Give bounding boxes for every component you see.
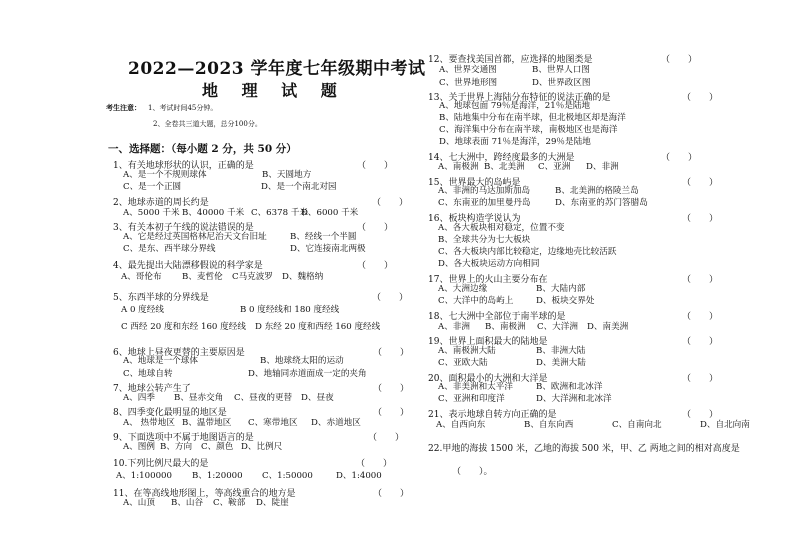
right-option-6: A、地球包面 79％是海洋，21％是陆地 xyxy=(439,101,591,111)
left-option-3: C、是一个正圆 xyxy=(123,182,182,192)
right-option-29: D、板块交界处 xyxy=(536,296,595,306)
notice-label: 考生注意： xyxy=(106,103,141,112)
right-answer-bracket-30[interactable]: （ ） xyxy=(682,312,719,322)
left-option-24: D 东经 20 度和西经 160 度经线 xyxy=(255,322,381,332)
left-option-54: D、陡崖 xyxy=(256,498,289,508)
right-question-10: 14、七大洲中，跨经度最多的大洲是 xyxy=(428,153,575,163)
left-option-47: B、1:20000 xyxy=(192,471,243,481)
left-option-7: B、40000 千米 xyxy=(182,208,245,218)
left-option-4: D、是一个南北对园 xyxy=(261,182,337,192)
left-option-26: A、地球是一个球体 xyxy=(123,356,198,366)
right-option-2: B、世界人口图 xyxy=(532,65,590,75)
right-option-8: C、海洋集中分布在南半球，南极地区也是海洋 xyxy=(439,125,618,135)
left-option-48: C、1:50000 xyxy=(262,471,313,481)
right-option-18: C、东南亚的加里曼丹岛 xyxy=(438,198,531,208)
left-option-11: A、它是经过英国格林尼治天文台旧址 xyxy=(123,232,267,242)
right-option-16: A、非洲的马达加斯加岛 xyxy=(438,186,531,196)
left-option-36: A、 热带地区 xyxy=(123,418,175,428)
right-option-3: C、世界地形图 xyxy=(439,78,498,88)
left-option-38: C、寒带地区 xyxy=(248,418,298,428)
right-option-49: D、自北向南 xyxy=(700,420,750,430)
left-question-10: 3、有关本初子午线的说法错误的是 xyxy=(113,223,254,233)
left-answer-bracket-45[interactable]: （ ） xyxy=(356,459,393,469)
right-option-28: C、大洋中的岛屿上 xyxy=(438,296,514,306)
left-option-34: D、昼夜 xyxy=(301,393,334,403)
left-option-16: A、哥伦布 xyxy=(121,272,162,282)
left-answer-bracket-15[interactable]: （ ） xyxy=(357,261,394,271)
right-option-13: C、亚洲 xyxy=(538,162,571,172)
left-answer-bracket-30[interactable]: （ ） xyxy=(373,384,410,394)
right-question-20: 16、板块构造学说认为 xyxy=(428,214,521,224)
right-option-14: D、非洲 xyxy=(586,162,619,172)
left-answer-bracket-10[interactable]: （ ） xyxy=(357,223,394,233)
right-option-26: A、大洲边缘 xyxy=(438,284,488,294)
left-option-46: A、1:100000 xyxy=(116,471,172,481)
right-question-30: 18、七大洲中全部位于南半球的是 xyxy=(428,312,566,322)
right-option-19: D、东南亚的苏门答腊岛 xyxy=(555,198,648,208)
right-answer-bracket-20[interactable]: （ ） xyxy=(682,214,719,224)
left-option-37: B、温带地区 xyxy=(182,418,232,428)
right-option-17: B、北美洲的格陵兰岛 xyxy=(555,186,639,196)
left-question-30: 7、地球公转产生了 xyxy=(113,384,191,394)
left-option-22: B 0 度经线和 180 度经线 xyxy=(240,305,340,315)
right-answer-bracket-25[interactable]: （ ） xyxy=(682,275,719,285)
right-option-22: B、全球共分为七大板块 xyxy=(438,235,531,245)
left-question-0: 1、有关地球形状的认识，正确的是 xyxy=(113,161,254,171)
right-answer-bracket-40[interactable]: （ ） xyxy=(682,374,719,384)
left-option-53: C、鞍部 xyxy=(213,498,246,508)
right-option-43: C、亚洲和印度洋 xyxy=(438,394,505,404)
right-question-35: 19、世界上面积最大的陆地是 xyxy=(428,337,548,347)
right-option-44: D、大洋洲和北冰洋 xyxy=(536,394,612,404)
right-option-1: A、世界交通图 xyxy=(439,65,497,75)
right-option-32: B、南极洲 xyxy=(485,322,526,332)
left-answer-bracket-25[interactable]: （ ） xyxy=(373,348,410,358)
left-answer-bracket-5[interactable]: （ ） xyxy=(372,198,409,208)
left-option-13: C、是东、西半球分界线 xyxy=(123,244,216,254)
left-question-35: 8、四季变化最明显的地区是 xyxy=(113,408,227,418)
right-option-4: D、世界政区图 xyxy=(532,78,591,88)
right-option-37: B、非洲大陆 xyxy=(536,346,586,356)
left-option-33: C、昼夜的更替 xyxy=(234,393,293,403)
left-option-42: B、方向 xyxy=(160,442,193,452)
right-option-36: A、南极洲大陆 xyxy=(438,346,496,356)
right-question-15: 15、世界最大的岛屿是 xyxy=(428,178,521,188)
left-answer-bracket-50[interactable]: （ ） xyxy=(373,489,410,499)
left-option-43: C、颜色 xyxy=(201,442,234,452)
left-question-5: 2、地球赤道的周长约是 xyxy=(113,198,209,208)
right-question-51: （ ）。 xyxy=(452,467,493,477)
left-option-21: A 0 度经线 xyxy=(121,305,164,315)
left-option-31: A、四季 xyxy=(123,393,155,403)
right-answer-bracket-5[interactable]: （ ） xyxy=(682,93,719,103)
left-question-40: 9、下面选项中不属于地图语言的是 xyxy=(113,433,254,443)
left-answer-bracket-0[interactable]: （ ） xyxy=(357,161,394,171)
right-option-48: C、自南向北 xyxy=(612,420,662,430)
right-option-9: D、地球表面 71％是海洋，29％是陆地 xyxy=(439,137,591,147)
left-option-19: D、魏格纳 xyxy=(282,272,324,282)
left-option-9: D、6000 千米 xyxy=(301,208,359,218)
right-option-21: A、各大板块相对稳定，位置不变 xyxy=(438,223,565,233)
left-answer-bracket-20[interactable]: （ ） xyxy=(372,293,409,303)
right-question-40: 20、面积最小的大洲和大洋是 xyxy=(428,374,548,384)
left-option-18: C马克波罗 xyxy=(232,272,273,282)
right-option-34: D、南美洲 xyxy=(587,322,629,332)
left-answer-bracket-35[interactable]: （ ） xyxy=(373,408,410,418)
left-question-15: 4、最先提出大陆漂移假说的科学家是 xyxy=(113,261,263,271)
right-question-50: 22.甲地的海拔 1500 米，乙地的海拔 500 米，甲、乙 两地之间的相对高度是 xyxy=(428,444,740,454)
left-option-12: B、经线一个半圆 xyxy=(290,232,357,242)
right-answer-bracket-35[interactable]: （ ） xyxy=(682,337,719,347)
right-option-33: C、大洋洲 xyxy=(537,322,578,332)
right-option-38: C、亚欧大陆 xyxy=(438,358,488,368)
left-option-39: D、赤道地区 xyxy=(311,418,361,428)
notice-2: 2、全卷共三道大题，总分100分。 xyxy=(153,120,262,128)
left-option-29: D、地轴同赤道面成一定的夹角 xyxy=(248,369,367,379)
left-option-49: D、1:4000 xyxy=(336,471,382,481)
left-option-44: D、比例尺 xyxy=(241,442,283,452)
left-option-2: B、天圆地方 xyxy=(262,170,312,180)
left-question-25: 6、地球上昼夜更替的主要原因是 xyxy=(113,348,245,358)
right-option-27: B、大陆内部 xyxy=(536,284,586,294)
right-answer-bracket-10[interactable]: （ ） xyxy=(661,153,698,163)
right-option-11: A、南极洲 xyxy=(438,162,479,172)
right-answer-bracket-15[interactable]: （ ） xyxy=(682,178,719,188)
right-option-42: B、欧洲和北冰洋 xyxy=(536,382,603,392)
right-option-39: D、美洲大陆 xyxy=(536,358,586,368)
section-title: 一、选择题：（每小题 2 分，共 50 分） xyxy=(108,143,297,155)
left-option-8: C、6378 千米 xyxy=(251,208,308,218)
right-question-25: 17、世界上的火山主要分布在 xyxy=(428,275,548,285)
left-option-32: B、昼赤交角 xyxy=(174,393,224,403)
exam-title: 2022—2023 学年度七年级期中考试 xyxy=(128,59,426,79)
right-option-7: B、陆地集中分布在南半球，但北极地区却是海洋 xyxy=(439,113,626,123)
right-question-45: 21、表示地球自转方向正确的是 xyxy=(428,410,557,420)
right-answer-bracket-45[interactable]: （ ） xyxy=(682,410,719,420)
left-option-14: D、它连接南北两极 xyxy=(290,244,366,254)
notice-1: 1、考试时间45分钟。 xyxy=(148,104,218,112)
right-question-0: 12、要查找美国首都，应选择的地图类是 xyxy=(428,55,593,65)
right-question-5: 13、关于世界上海陆分布特征的说法正确的是 xyxy=(428,93,611,103)
right-option-12: B、北美洲 xyxy=(484,162,525,172)
right-answer-bracket-0[interactable]: （ ） xyxy=(661,55,698,65)
left-option-41: A、图例 xyxy=(123,442,155,452)
left-option-27: B、地球绕太阳的运动 xyxy=(260,356,344,366)
left-question-45: 10.下列比例尺最大的是 xyxy=(113,459,209,469)
left-question-50: 11、在等高线地形图上，等高线重合的地方是 xyxy=(113,489,296,499)
left-option-51: A、山顶 xyxy=(123,498,155,508)
right-option-31: A、非洲 xyxy=(438,322,470,332)
left-option-23: C 西经 20 度和东经 160 度经线 xyxy=(121,322,246,332)
left-option-1: A、是一个不规则球体 xyxy=(123,170,207,180)
left-option-52: B、山谷 xyxy=(171,498,204,508)
left-option-17: B、麦哲伦 xyxy=(182,272,223,282)
right-option-23: C、各大板块内部比较稳定，边缘地壳比较活跃 xyxy=(438,247,617,257)
exam-subtitle: 地 理 试 题 xyxy=(202,81,346,100)
right-option-41: A、非美洲和太平洋 xyxy=(438,382,513,392)
left-answer-bracket-40[interactable]: （ ） xyxy=(368,433,405,443)
right-option-24: D、各大板块运动方向相同 xyxy=(438,259,540,269)
left-option-6: A、5000 千米 xyxy=(123,208,180,218)
left-question-20: 5、东西半球的分界线是 xyxy=(113,293,209,303)
right-option-47: B、自东向西 xyxy=(524,420,574,430)
left-option-28: C、地球自转 xyxy=(123,369,173,379)
right-option-46: A、自西向东 xyxy=(436,420,486,430)
